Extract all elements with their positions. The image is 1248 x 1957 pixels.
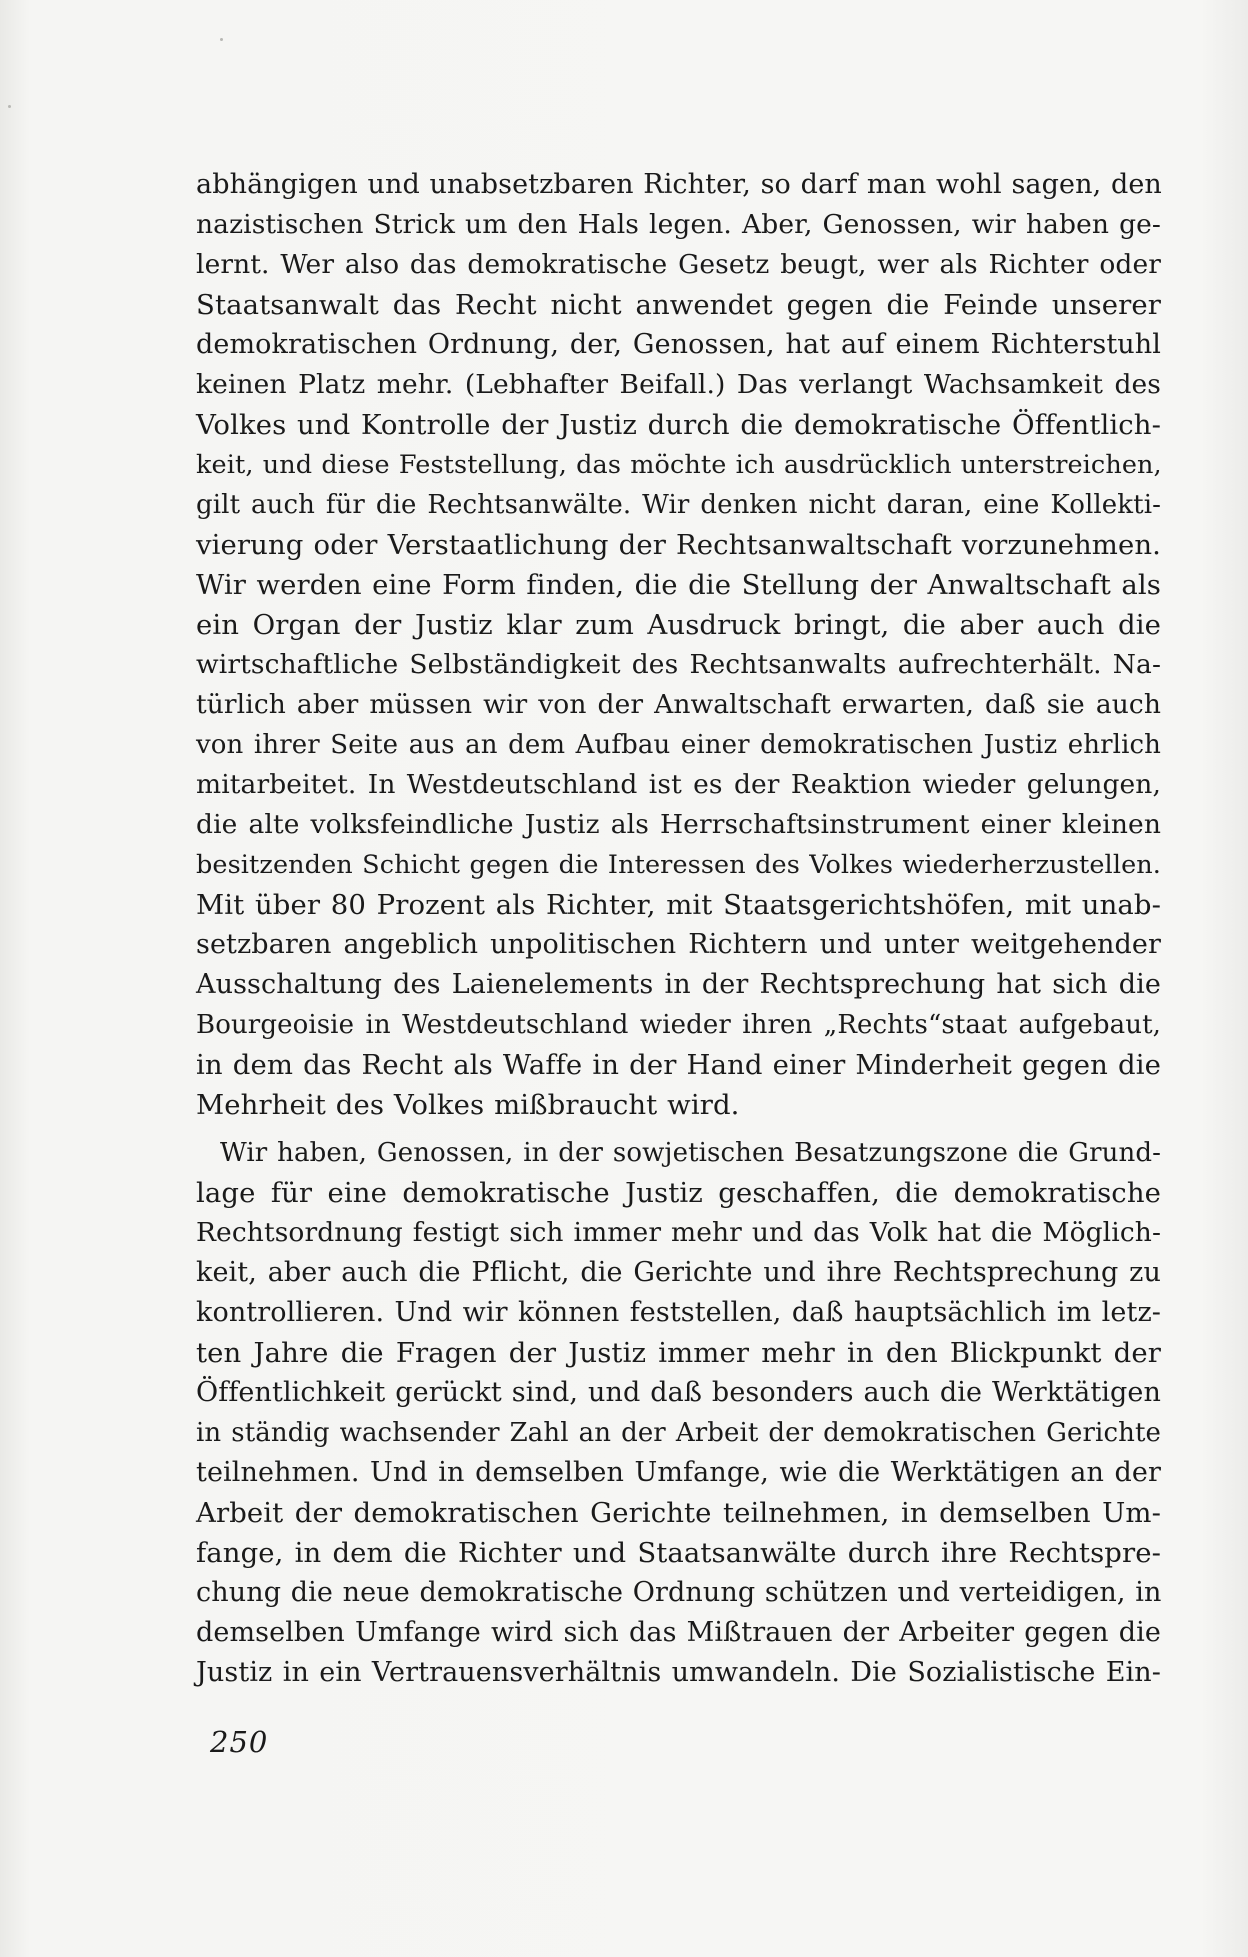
text-line: kontrollieren. Und wir können feststellen, daß hauptsächlich im letz- (196, 1297, 1161, 1328)
text-line: von ihrer Seite aus an dem Aufbau einer demokratischen Justiz ehrlich (196, 730, 1161, 760)
text-line: gilt auch für die Rechtsanwälte. Wir denken nicht daran, eine Kollekti- (196, 490, 1161, 520)
text-line: Volkes und Kontrolle der Justiz durch die demokratische Öffentlich- (196, 409, 1161, 441)
text-line: demokratischen Ordnung, der, Genossen, hat auf einem Richterstuhl (196, 329, 1161, 360)
text-line: keit, und diese Feststellung, das möchte ich ausdrücklich unterstreichen, (196, 450, 1162, 480)
paragraph-2 (196, 1133, 1161, 1693)
text-line: ein Organ der Justiz klar zum Ausdruck bringt, die aber auch die (196, 609, 1161, 641)
text-line: setzbaren angeblich unpolitischen Richtern und unter weitgehender (196, 929, 1161, 960)
text-line: Arbeit der demokratischen Gerichte teilnehmen, in demselben Um- (196, 1497, 1161, 1529)
text-line: Mehrheit des Volkes mißbraucht wird. (196, 1089, 740, 1121)
paper-speck (220, 38, 223, 41)
text-line: abhängigen und unabsetzbaren Richter, so darf man wohl sagen, den (196, 169, 1162, 200)
text-line: mitarbeitet. In Westdeutschland ist es der Reaktion wieder gelungen, (196, 769, 1161, 800)
text-line: die alte volksfeindliche Justiz als Herrschaftsinstrument einer kleinen (196, 809, 1161, 840)
text-line: wirtschaftliche Selbständigkeit des Rechtsanwalts aufrechterhält. Na- (196, 649, 1161, 680)
text-line: besitzenden Schicht gegen die Interessen des Volkes wiederherzustellen. (196, 850, 1161, 880)
text-line: in ständig wachsender Zahl an der Arbeit der demokratischen Gerichte (196, 1418, 1161, 1448)
page-number: 250 (210, 1725, 269, 1759)
text-line: türlich aber müssen wir von der Anwaltschaft erwarten, daß sie auch (196, 689, 1161, 720)
paragraph-1 (196, 165, 1161, 1125)
text-line: Ausschaltung des Laienelements in der Rechtsprechung hat sich die (196, 969, 1161, 1000)
text-line: keit, aber auch die Pflicht, die Gerichte und ihre Rechtsprechung zu (196, 1257, 1161, 1288)
text-line: fange, in dem die Richter und Staatsanwälte durch ihre Rechtspre- (196, 1537, 1161, 1569)
text-line: keinen Platz mehr. (Lebhafter Beifall.) Das verlangt Wachsamkeit des (196, 369, 1161, 400)
text-line: lernt. Wer also das demokratische Gesetz beugt, wer als Richter oder (196, 249, 1161, 280)
text-line: Öffentlichkeit gerückt sind, und daß besonders auch die Werktätigen (196, 1377, 1161, 1408)
text-line: chung die neue demokratische Ordnung schützen und verteidigen, in (196, 1577, 1162, 1608)
text-line: Mit über 80 Prozent als Richter, mit Staatsgerichtshöfen, mit unab- (196, 889, 1161, 921)
text-line: teilnehmen. Und in demselben Umfange, wie die Werktätigen an der (196, 1457, 1161, 1488)
text-line: Wir haben, Genossen, in der sowjetischen Besatzungszone die Grund- (220, 1138, 1161, 1168)
paragraph-gap (196, 1125, 1161, 1133)
paper-speck (8, 105, 11, 108)
text-line: Justiz in ein Vertrauensverhältnis umwandeln. Die Sozialistische Ein- (196, 1657, 1161, 1688)
text-line: Wir werden eine Form finden, die die Stellung der Anwaltschaft als (196, 569, 1161, 601)
text-line: Bourgeoisie in Westdeutschland wieder ihren „Rechts“staat aufgebaut, (196, 1010, 1161, 1040)
text-line: ten Jahre die Fragen der Justiz immer mehr in den Blickpunkt der (196, 1337, 1161, 1369)
text-line: nazistischen Strick um den Hals legen. Aber, Genossen, wir haben ge- (196, 209, 1161, 240)
text-line: Staatsanwalt das Recht nicht anwendet gegen die Feinde unserer (196, 289, 1161, 321)
text-line: Rechtsordnung festigt sich immer mehr und das Volk hat die Möglich- (196, 1217, 1161, 1248)
text-line: demselben Umfange wird sich das Mißtrauen der Arbeiter gegen die (196, 1617, 1161, 1648)
text-line: lage für eine demokratische Justiz geschaffen, die demokratische (196, 1177, 1161, 1209)
body-text (196, 165, 1161, 1693)
text-line: in dem das Recht als Waffe in der Hand einer Minderheit gegen die (196, 1049, 1161, 1081)
text-line: vierung oder Verstaatlichung der Rechtsanwaltschaft vorzunehmen. (196, 529, 1161, 561)
